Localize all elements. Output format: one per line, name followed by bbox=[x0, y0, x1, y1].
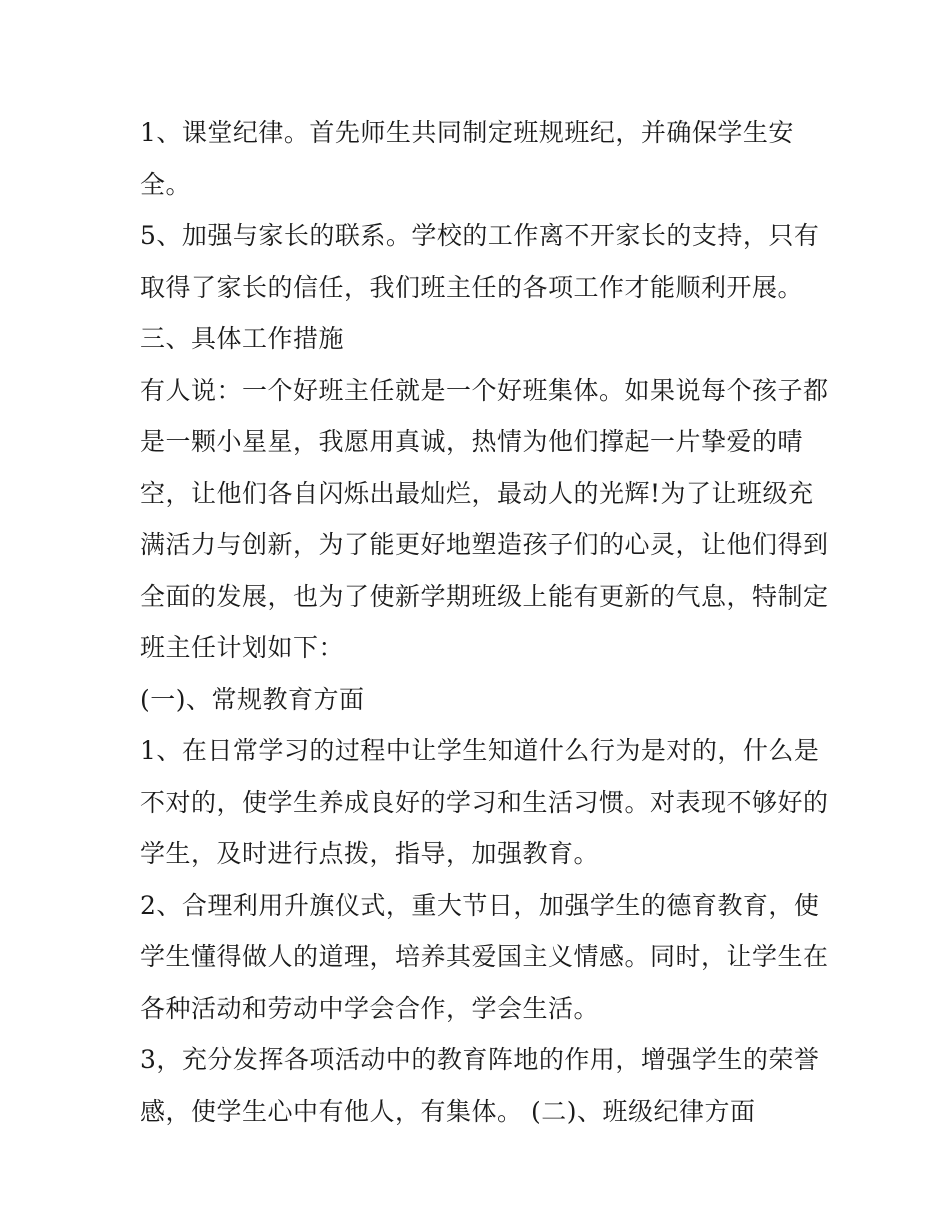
paragraph-item-2: 2、合理利用升旗仪式，重大节日，加强学生的德育教育，使学生懂得做人的道理，培养其爱国主义情感。同时，让学生在各种活动和劳动中学会合作，学会生活。 bbox=[140, 890, 829, 1023]
paragraph-item-1: 1、在日常学习的过程中让学生知道什么行为是对的，什么是不对的，使学生养成良好的学习和生活习惯。对表现不够好的学生，及时进行点拨，指导，加强教育。 bbox=[140, 736, 829, 868]
paragraph-item-3: 3，充分发挥各项活动中的教育阵地的作用，增强学生的荣誉感，使学生心中有他人，有集体。 (二)、班级纪律方面 bbox=[140, 1045, 820, 1126]
paragraph-introduction: 有人说：一个好班主任就是一个好班集体。如果说每个孩子都是一颗小星星，我愿用真诚，热情为他们撑起一片挚爱的晴空，让他们各自闪烁出最灿烂，最动人的光辉!为了让班级充满活力与创新，为了能更好地塑造孩子们的心灵，让他们得到全面的发展，也为了使新学期班级上能有更新的气息，特制定班主任计划如下： bbox=[140, 375, 829, 662]
paragraph-parent-contact: 5、加强与家长的联系。学校的工作离不开家长的支持，只有取得了家长的信任，我们班主任的各项工作才能顺利开展。 bbox=[140, 221, 820, 302]
subsection-heading-routine-education: (一)、常规教育方面 bbox=[140, 684, 365, 714]
section-heading-measures: 三、具体工作措施 bbox=[140, 324, 345, 353]
paragraph-classroom-discipline: 1、课堂纪律。首先师生共同制定班规班纪，并确保学生安全。 bbox=[140, 118, 794, 199]
document-body bbox=[140, 107, 830, 1137]
